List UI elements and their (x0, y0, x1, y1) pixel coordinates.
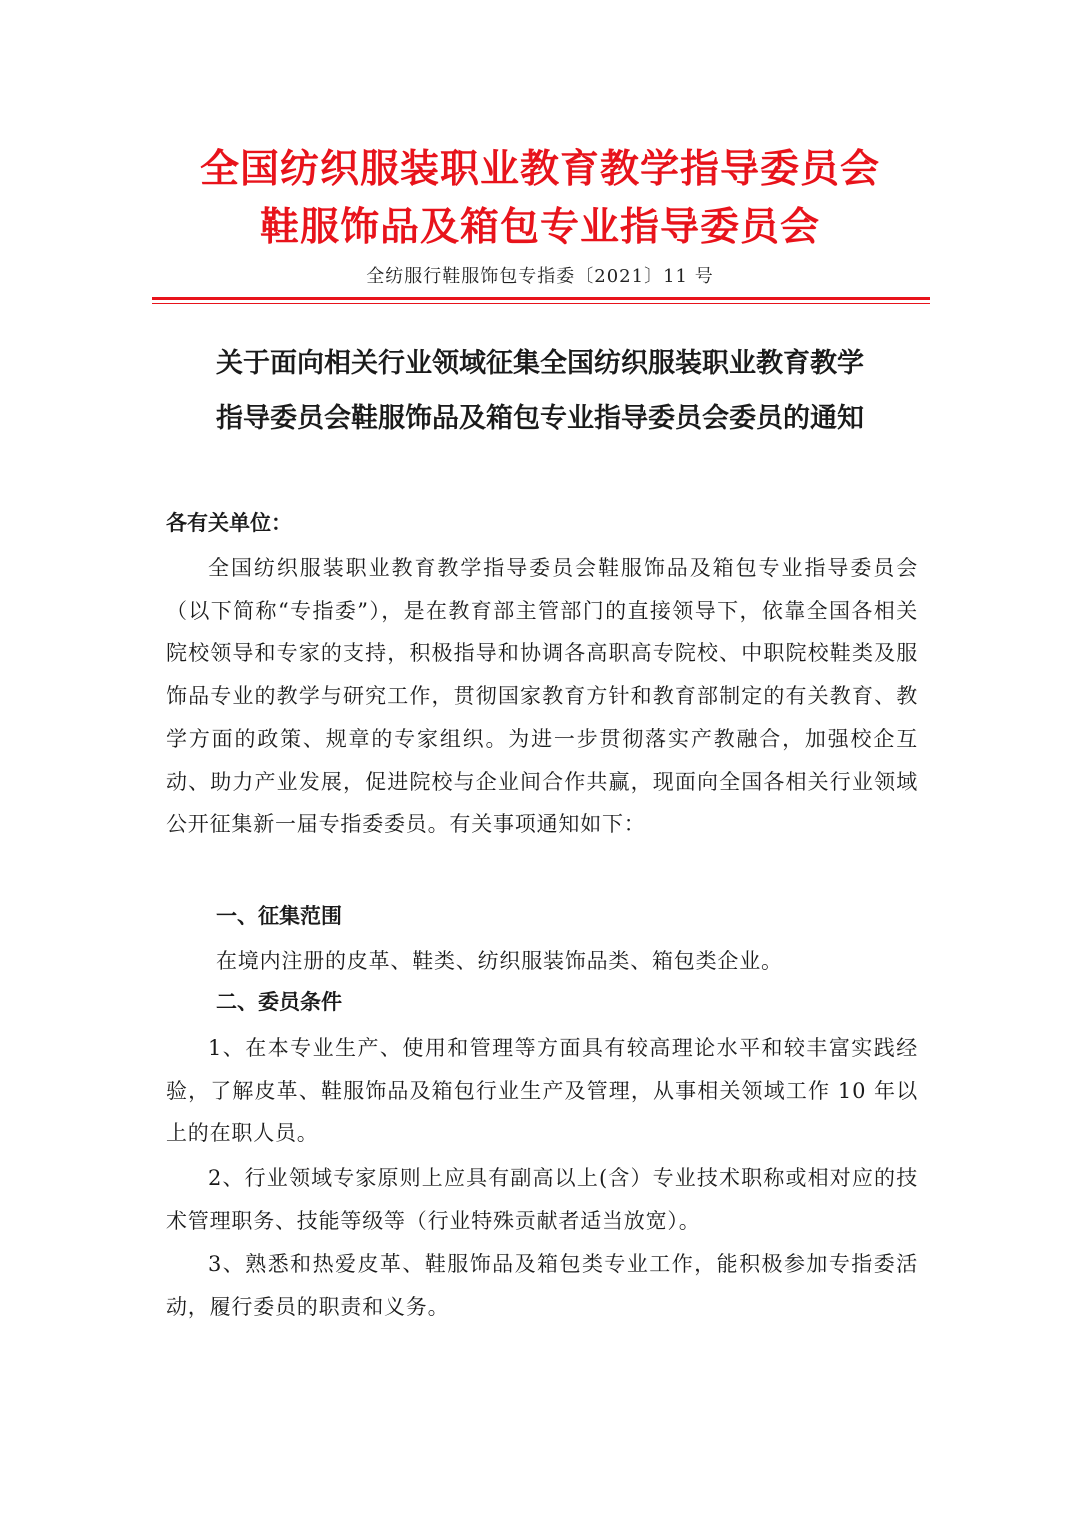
section-heading-requirements: 二、委员条件 (216, 990, 342, 1014)
requirement-item: 1、在本专业生产、使用和管理等方面具有较高理论水平和较丰富实践经验，了解皮革、鞋服饰品及箱包行业生产及管理，从事相关领域工作 10 年以上的在职人员。 (166, 1036, 918, 1146)
red-divider-thin (152, 303, 930, 304)
notice-title-line-2: 指导委员会鞋服饰品及箱包专业指导委员会委员的通知 (216, 403, 864, 434)
requirement-item: 3、熟悉和热爱皮革、鞋服饰品及箱包类专业工作，能积极参加专指委活动，履行委员的职责和义务。 (166, 1252, 918, 1319)
issuer-name-line-1: 全国纺织服装职业教育教学指导委员会 (199, 147, 880, 192)
notice-title-line-1: 关于面向相关行业领域征集全国纺织服装职业教育教学 (216, 348, 864, 379)
document-number: 全纺服行鞋服饰包专指委〔2021〕11 号 (366, 266, 714, 287)
section-heading-scope: 一、征集范围 (216, 904, 342, 928)
issuer-name-line-2: 鞋服饰品及箱包专业指导委员会 (259, 205, 820, 250)
red-divider-thick (152, 297, 930, 300)
intro-paragraph: 全国纺织服装职业教育教学指导委员会鞋服饰品及箱包专业指导委员会（以下简称“专指委”），是在教育部主管部门的直接领导下，依靠全国各相关院校领导和专家的支持，积极指导和协调各高职高专院校、中职院校鞋类及服饰品专业的教学与研究工作，贯彻国家教育方针和教育部制定的有关教育、教学方面的政策、规章的专家组织。为进一步贯彻落实产教融合，加强校企互动、助力产业发展，促进院校与企业间合作共赢，现面向全国各相关行业领域公开征集新一届专指委委员。有关事项通知如下： (166, 556, 918, 837)
requirement-item: 2、行业领域专家原则上应具有副高以上(含）专业技术职称或相对应的技术管理职务、技能等级等（行业特殊贡献者适当放宽）。 (166, 1166, 918, 1233)
salutation: 各有关单位： (166, 511, 292, 535)
section-scope-text: 在境内注册的皮革、鞋类、纺织服装饰品类、箱包类企业。 (216, 949, 783, 973)
